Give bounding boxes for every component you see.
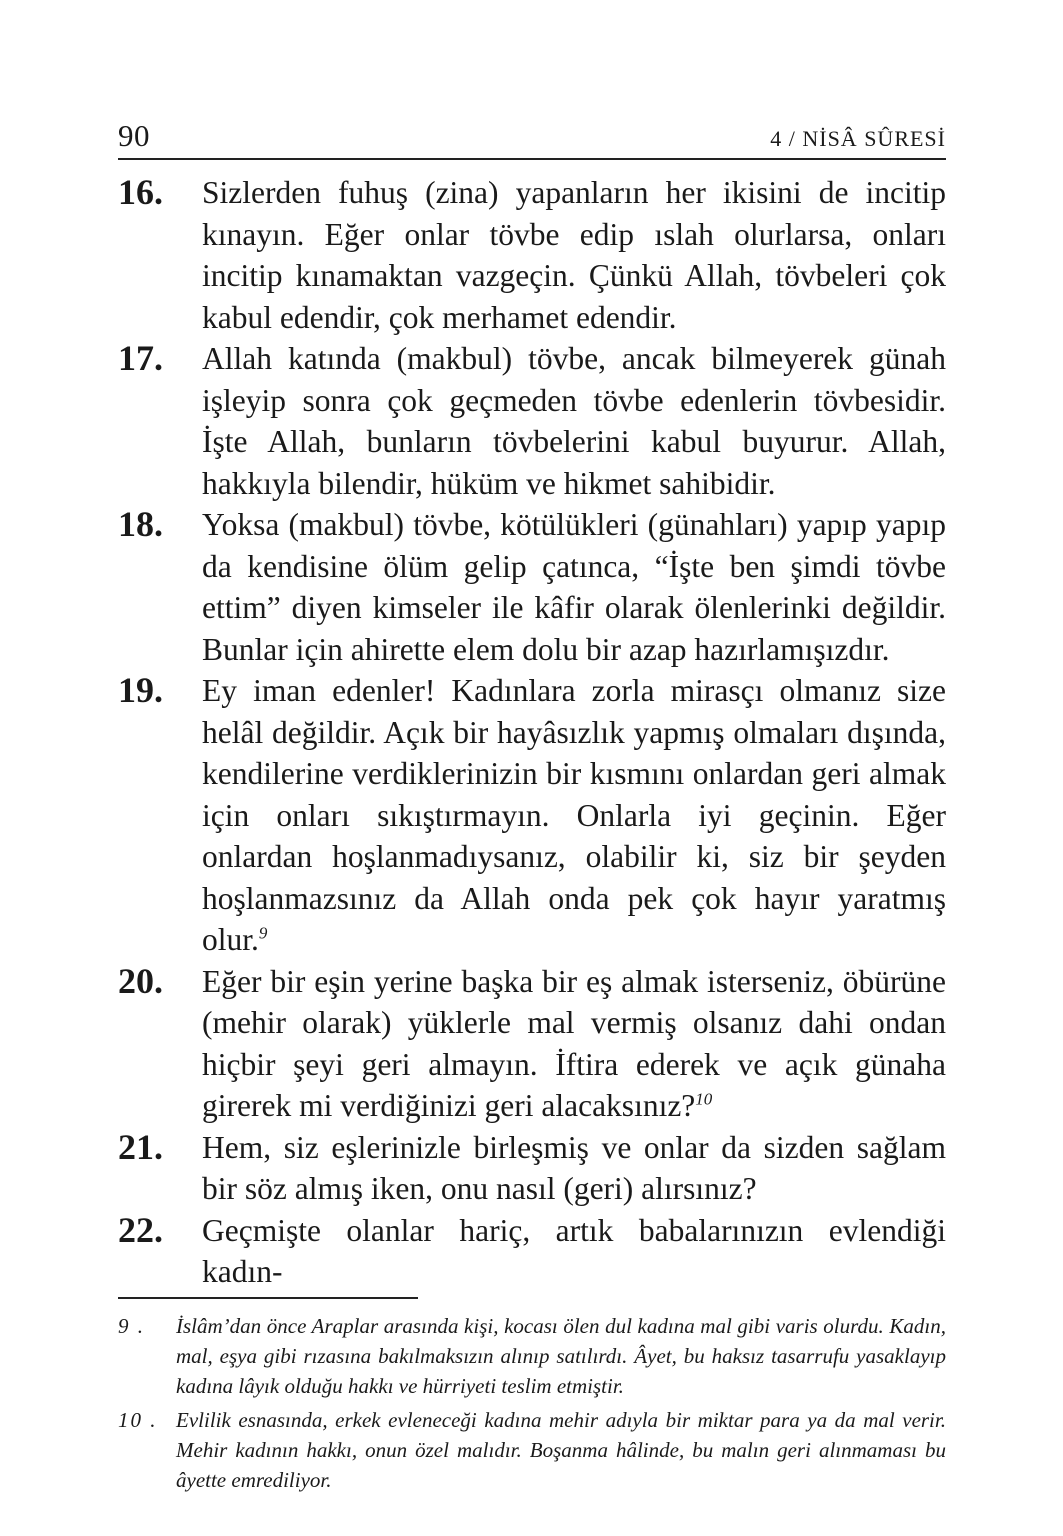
footnote-text: Evlilik esnasında, erkek evleneceği kadına mehir adıyla bir miktar para ya da mal verir. Mehir kadının hakkı, onun özel malıdır. Boşanma hâlinde, bu malın geri alınmaması bu âyette emrediliyor. xyxy=(176,1407,946,1492)
verse-text: Yoksa (makbul) tövbe, kötülükleri (günahları) yapıp yapıp da kendisine ölüm gelip çatınca, “İşte ben şimdi tövbe ettim” diyen kimseler ile kâfir olarak ölenlerinki değildir. Bunlar için ahirette elem dolu bir azap hazırlamışızdır. xyxy=(202,507,946,667)
verse-17 xyxy=(118,338,946,504)
footnote-text: İslâm’dan önce Araplar arasında kişi, kocası ölen dul kadına mal gibi varis olurdu. Kadın, mal, eşya gibi rızasına bakılmaksızın alınıp satılırdı. Âyet, bu haksız tasarrufu yasaklayıp kadına lâyık olduğu hakkı ve hürriyeti teslim etmiştir. xyxy=(176,1313,946,1398)
verse-text: Eğer bir eşin yerine başka bir eş almak isterseniz, öbürüne (mehir olarak) yüklerle mal vermiş olsanız dahi ondan hiçbir şeyi geri almayın. İftira ederek ve açık günaha girerek mi verdiğinizi geri alacaksınız?$^{10}$ xyxy=(202,963,946,1123)
footnote-mark: 10 . xyxy=(118,1407,158,1432)
verse-number: 17. xyxy=(118,338,163,378)
verse-number: 19. xyxy=(118,670,163,710)
footnote-mark: 9 . xyxy=(118,1313,145,1338)
verse-20 xyxy=(118,961,946,1127)
footnote-9 xyxy=(118,1311,946,1401)
verse-number: 20. xyxy=(118,960,163,1001)
running-title: 4 / NİSÂ SÛRESİ xyxy=(770,126,946,151)
footnote-reference[interactable]: 9 xyxy=(258,923,268,943)
verse-number: 16. xyxy=(118,172,163,212)
book-page xyxy=(118,112,946,1499)
footnote-10 xyxy=(118,1405,946,1495)
page-header xyxy=(118,112,946,160)
verse-text: Sizlerden fuhuş (zina) yapanların her ikisini de incitip kınayın. Eğer onlar tövbe edip ıslah olurlarsa, onları incitip kınamaktan vazgeçin. Çünkü Allah, tövbeleri çok kabul edendir, çok merhamet edendir. xyxy=(202,175,946,335)
verse-number: 21. xyxy=(118,1126,163,1167)
verse-18 xyxy=(118,504,946,670)
verse-text: Geçmişte olanlar hariç, artık babalarınızın evlendiği kadın- xyxy=(202,1212,946,1289)
verse-19 xyxy=(118,670,946,961)
verse-text: Hem, siz eşlerinizle birleşmiş ve onlar da sizden sağlam bir söz almış iken, onu nasıl (geri) alırsınız? xyxy=(202,1129,946,1206)
page-number: 90 xyxy=(118,118,150,153)
verse-number: 18. xyxy=(118,504,163,544)
verse-16 xyxy=(118,172,946,338)
footnote-list xyxy=(118,1311,946,1495)
footnote-reference[interactable]: 10 xyxy=(695,1089,713,1109)
verse-number: 22. xyxy=(118,1209,163,1250)
verse-22 xyxy=(118,1210,946,1293)
verse-text: Allah katında (makbul) tövbe, ancak bilmeyerek günah işleyip sonra çok geçmeden tövbe edenlerin tövbesidir. İşte Allah, bunların tövbelerini kabul buyurur. Allah, hakkıyla bilendir, hüküm ve hikmet sahibidir. xyxy=(202,341,946,501)
verse-text: Ey iman edenler! Kadınlara zorla mirasçı olmanız size helâl değildir. Açık bir hayâsızlık yapmış olmaları dışında, kendilerine verdiklerinizin bir kısmını onlardan geri almak için onları sıkıştırmayın. Onlarla iyi geçinin. Eğer onlardan hoşlanmadıysanız, olabilir ki, siz bir şeyden hoşlanmazsınız da Allah onda pek çok hayır yaratmış olur.$^9$ xyxy=(202,673,946,957)
verse-21 xyxy=(118,1127,946,1210)
footnote-divider xyxy=(118,1297,418,1299)
verse-list xyxy=(118,172,946,1293)
